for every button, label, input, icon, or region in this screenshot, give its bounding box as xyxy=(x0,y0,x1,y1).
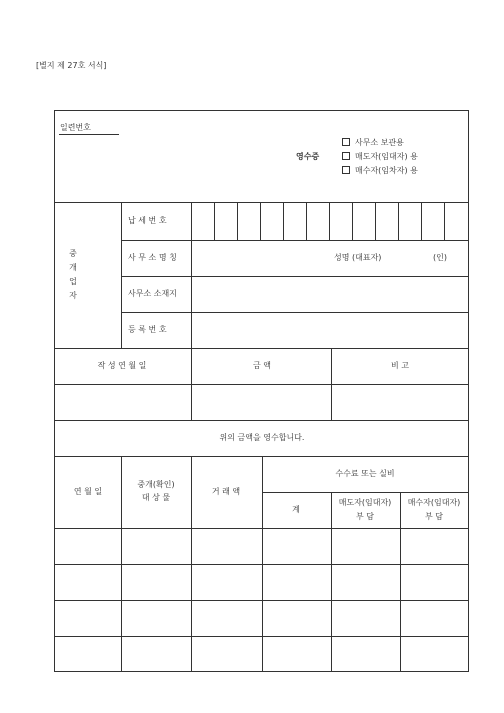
divider-tax-cell xyxy=(237,202,238,240)
divider-tax-cell xyxy=(283,202,284,240)
divider-tax-id xyxy=(121,240,469,241)
detail-total-header: 계 xyxy=(292,505,300,514)
divider-tax-cell xyxy=(375,202,376,240)
divider-tax-cell xyxy=(191,202,192,240)
registration-number-label: 등 록 번 호 xyxy=(128,325,167,334)
divider-detail-col xyxy=(331,492,332,672)
divider-office-address xyxy=(121,312,469,313)
option-seller-copy[interactable]: 매도자(임대자) 용 xyxy=(342,152,418,162)
divider-tax-cell xyxy=(421,202,422,240)
detail-object-header-line2: 대 상 물 xyxy=(141,493,171,502)
divider-tax-cell xyxy=(352,202,353,240)
divider-broker-side xyxy=(121,202,122,348)
divider-summary-col xyxy=(191,348,192,420)
form-caption: [별지 제 27호 서식] xyxy=(36,61,107,70)
divider-summary-col xyxy=(331,348,332,420)
divider-broker-label xyxy=(191,240,192,348)
divider-detail-col xyxy=(400,492,401,672)
representative-name-label: 성명 (대표자) xyxy=(334,253,382,262)
checkbox-icon[interactable] xyxy=(342,152,350,160)
divider-tax-cell xyxy=(260,202,261,240)
summary-date-header: 작 성 연 월 일 xyxy=(97,361,147,370)
detail-price-header: 거 래 액 xyxy=(211,487,241,496)
divider-summary-header xyxy=(54,384,469,385)
checkbox-icon[interactable] xyxy=(342,138,350,146)
tax-id-label: 납 세 번 호 xyxy=(128,216,167,225)
serial-number-label: 일련번호 xyxy=(60,123,91,132)
serial-number-line xyxy=(59,134,119,135)
divider-fee-header xyxy=(262,492,469,493)
detail-buyer-header-line1: 매수자(임대자) xyxy=(407,498,461,507)
summary-note-header: 비 고 xyxy=(391,361,409,370)
divider-tax-cell xyxy=(214,202,215,240)
divider-tax-cell xyxy=(398,202,399,240)
detail-buyer-header-line2: 부 담 xyxy=(425,512,443,521)
office-name-label: 사 무 소 명 칭 xyxy=(128,253,177,262)
office-address-label: 사무소 소재지 xyxy=(128,289,177,298)
divider-tax-cell xyxy=(329,202,330,240)
divider-detail-col xyxy=(191,456,192,672)
option-office-copy[interactable]: 사무소 보관용 xyxy=(342,138,404,148)
detail-date-header: 연 월 일 xyxy=(73,487,103,496)
divider-broker xyxy=(54,348,469,349)
divider-summary-row xyxy=(54,420,469,421)
broker-side-label: 중 개 업 자 xyxy=(69,249,77,300)
receipt-title: 영수증 xyxy=(296,152,320,161)
detail-seller-header-line1: 매도자(임대자) xyxy=(338,498,392,507)
divider-tax-cell xyxy=(306,202,307,240)
option-buyer-copy[interactable]: 매수자(임차자) 용 xyxy=(342,166,418,176)
divider-detail-col xyxy=(121,456,122,672)
detail-object-header-line1: 중개(확인) xyxy=(137,480,175,489)
divider-header xyxy=(54,202,469,203)
detail-seller-header-line2: 부 담 xyxy=(356,512,374,521)
divider-detail-col xyxy=(262,456,263,672)
divider-office-name xyxy=(121,276,469,277)
seal-label: (인) xyxy=(433,253,447,262)
detail-fee-header: 수수료 또는 실비 xyxy=(335,469,395,478)
receipt-statement: 위의 금액을 영수합니다. xyxy=(219,433,305,442)
summary-amount-header: 금 액 xyxy=(253,361,271,370)
checkbox-icon[interactable] xyxy=(342,166,350,174)
divider-tax-cell xyxy=(444,202,445,240)
